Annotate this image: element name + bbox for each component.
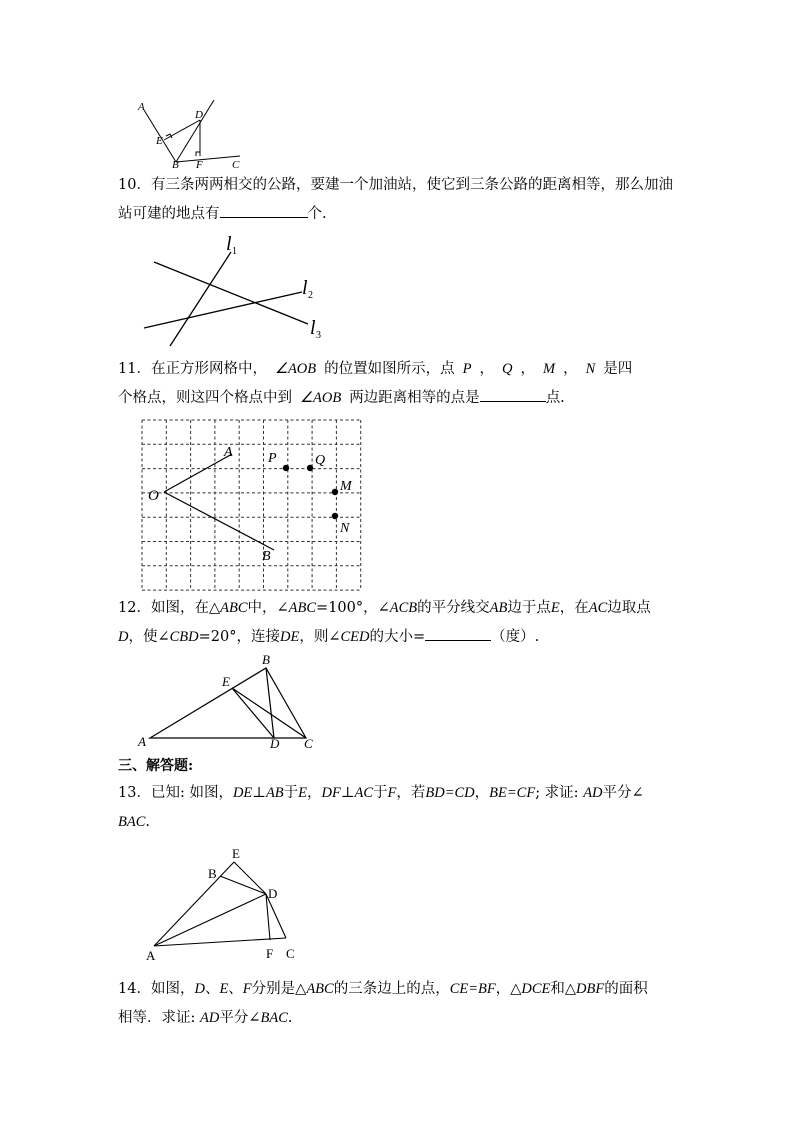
point-N xyxy=(332,513,338,519)
label-B: B xyxy=(262,549,271,564)
q13-perp-1: ⊥ xyxy=(252,785,266,801)
q14-BAC: BAC xyxy=(260,1010,288,1026)
q12-text-g: 边取点 xyxy=(607,600,651,616)
q10-line1: 10．有三条两两相交的公路，要建一个加油站，使它到三条公路的距离相等，那么加油 xyxy=(118,177,673,193)
q11-angle-AOB: ∠AOB xyxy=(274,361,317,377)
label-A: A xyxy=(146,948,156,963)
point-P xyxy=(283,465,289,471)
q11-point-Q: Q xyxy=(502,361,513,377)
q14-text-end: . xyxy=(287,1010,293,1026)
q11-text-b: 的位置如图所示，点 xyxy=(324,361,455,377)
q10-line2-post: 个. xyxy=(307,206,327,222)
label-C: C xyxy=(286,946,295,961)
q12-point-D: D xyxy=(118,629,129,645)
label-B: B xyxy=(262,652,270,667)
q12-angle-ABC: ABC xyxy=(288,600,317,616)
figure-q13-quadrilateral xyxy=(144,846,300,964)
label-A: A xyxy=(138,101,145,113)
q14-line2 xyxy=(118,1004,293,1032)
q14-text-b: 分别是△ xyxy=(251,981,307,997)
q13-text-f: 于 xyxy=(373,785,388,801)
label-B: B xyxy=(172,159,179,170)
figure-q11-grid xyxy=(140,418,362,592)
label-l2-sub: 2 xyxy=(308,290,313,301)
label-Q: Q xyxy=(315,453,326,468)
q13-text-j: 平分∠ xyxy=(602,785,644,801)
q14-text-f: 的面积 xyxy=(604,981,648,997)
q14-AD: AD xyxy=(200,1010,220,1026)
q14-D: D xyxy=(194,981,205,997)
q13-AC: AC xyxy=(354,785,374,801)
label-l1-sub: 1 xyxy=(232,246,237,257)
q13-BD-CD: BD=CD xyxy=(425,785,475,801)
label-C: C xyxy=(304,736,313,750)
q11-comma-3: ， xyxy=(563,361,578,377)
q12-line1 xyxy=(118,594,651,622)
label-E: E xyxy=(156,135,163,147)
q12-text-d: 的平分线交 xyxy=(417,600,490,616)
q13-E: E xyxy=(298,785,308,801)
q14-text-a: 14．如图， xyxy=(118,981,195,997)
q13-BAC: BAC xyxy=(118,814,146,830)
q11-comma-1: ， xyxy=(479,361,494,377)
q14-text-g: 相等．求证: xyxy=(118,1010,200,1026)
label-P: P xyxy=(268,451,277,466)
q11-point-M: M xyxy=(542,361,556,377)
q14-text-e: 和△ xyxy=(550,981,577,997)
label-D: D xyxy=(270,736,280,750)
q11-text-a: 11．在正方形网格中， xyxy=(118,361,267,377)
section-heading-answer: 三、解答题: xyxy=(118,758,194,774)
q14-ABC: ABC xyxy=(306,981,334,997)
label-l3-sub: 3 xyxy=(316,330,321,341)
q14-DCE: DCE xyxy=(521,981,551,997)
q11-angle-AOB-2: ∠AOB xyxy=(300,390,342,406)
q13-line1 xyxy=(118,779,644,807)
q11-line2 xyxy=(118,384,565,412)
q12-text-c: =100°，∠ xyxy=(316,600,390,616)
q14-DBF: DBF xyxy=(576,981,605,997)
q13-AD: AD xyxy=(583,785,603,801)
label-E: E xyxy=(222,674,230,689)
label-D: D xyxy=(268,886,278,901)
q13-perp-2: ⊥ xyxy=(340,785,355,801)
q12-side-AC: AC xyxy=(588,600,608,616)
q10-line2-pre: 站可建的地点有 xyxy=(118,206,220,222)
q12-text-j: ，则∠ xyxy=(299,629,341,645)
q14-text-c: 的三条边上的点， xyxy=(333,981,450,997)
q13-text-d: ， xyxy=(307,785,322,801)
label-N: N xyxy=(340,521,350,536)
q12-point-E: E xyxy=(550,600,560,616)
q12-text-k: 的大小= xyxy=(369,629,426,645)
q14-line1 xyxy=(118,975,648,1003)
q12-text-e: 边于点 xyxy=(507,600,551,616)
q13-DE: DE xyxy=(232,785,253,801)
label-F: F xyxy=(196,159,203,170)
q14-E: E xyxy=(219,981,229,997)
q12-line2 xyxy=(118,623,539,651)
q10-line2 xyxy=(118,200,327,228)
answer-blank-q10[interactable] xyxy=(220,201,308,218)
label-D: D xyxy=(195,109,203,121)
q13-text-i: ; 求证: xyxy=(535,785,584,801)
q11-text-d: 个格点，则这四个格点中到 xyxy=(118,390,292,406)
q11-text-c: 是四 xyxy=(603,361,633,377)
q13-text-a: 13．已知: 如图， xyxy=(118,785,233,801)
q11-text-e: 两边距离相等的点是 xyxy=(349,390,480,406)
q12-text-h: ，使∠ xyxy=(128,629,170,645)
q12-text-i: =20°，连接 xyxy=(198,629,280,645)
q12-text-f: ，在 xyxy=(559,600,589,616)
label-A: A xyxy=(224,445,233,460)
q11-point-N: N xyxy=(585,361,596,377)
q12-angle-CBD: CBD xyxy=(169,629,199,645)
q14-CE-BF: CE=BF xyxy=(449,981,496,997)
q14-sep-2: 、 xyxy=(228,981,243,997)
q11-comma-2: ， xyxy=(520,361,535,377)
label-C: C xyxy=(232,159,240,170)
label-A: A xyxy=(138,734,146,749)
q14-text-d: ，△ xyxy=(495,981,522,997)
label-l3: l xyxy=(310,317,316,339)
label-E: E xyxy=(232,846,240,861)
label-l1: l xyxy=(226,233,232,255)
q13-F: F xyxy=(387,785,397,801)
q14-text-h: 平分∠ xyxy=(219,1010,261,1026)
q13-text-c: 于 xyxy=(283,785,299,801)
q12-angle-ACB: ACB xyxy=(389,600,418,616)
figure-q10-roads xyxy=(140,232,340,347)
point-M xyxy=(332,489,338,495)
q13-DF: DF xyxy=(321,785,341,801)
q12-text-a: 12．如图，在△ xyxy=(118,600,221,616)
label-M: M xyxy=(340,479,352,494)
label-F: F xyxy=(266,946,274,961)
q13-AB: AB xyxy=(265,785,284,801)
q12-text-b: 中，∠ xyxy=(247,600,289,616)
q12-triangle-ABC: ABC xyxy=(220,600,248,616)
q11-point-P: P xyxy=(462,361,472,377)
answer-blank-q12[interactable] xyxy=(425,624,491,641)
label-B: B xyxy=(208,866,217,881)
q12-side-AB: AB xyxy=(489,600,508,616)
label-l2: l xyxy=(302,277,308,299)
q13-text-h: ， xyxy=(474,785,490,801)
q12-angle-CED: CED xyxy=(340,629,370,645)
q14-F: F xyxy=(242,981,252,997)
q13-text-end: . xyxy=(145,814,150,830)
q13-line2 xyxy=(118,808,150,836)
q11-text-f: 点. xyxy=(545,390,565,406)
q12-segment-DE: DE xyxy=(280,629,300,645)
figure-q12-triangle xyxy=(134,652,326,750)
q13-BE-CF: BE=CF xyxy=(489,785,536,801)
q13-text-g: ，若 xyxy=(396,785,426,801)
q11-line1 xyxy=(118,355,632,383)
label-O: O xyxy=(148,488,159,504)
figure-top xyxy=(130,96,250,170)
q14-sep-1: 、 xyxy=(204,981,220,997)
q12-text-l: （度）. xyxy=(491,629,540,645)
point-Q xyxy=(307,465,313,471)
answer-blank-q11[interactable] xyxy=(480,385,546,402)
